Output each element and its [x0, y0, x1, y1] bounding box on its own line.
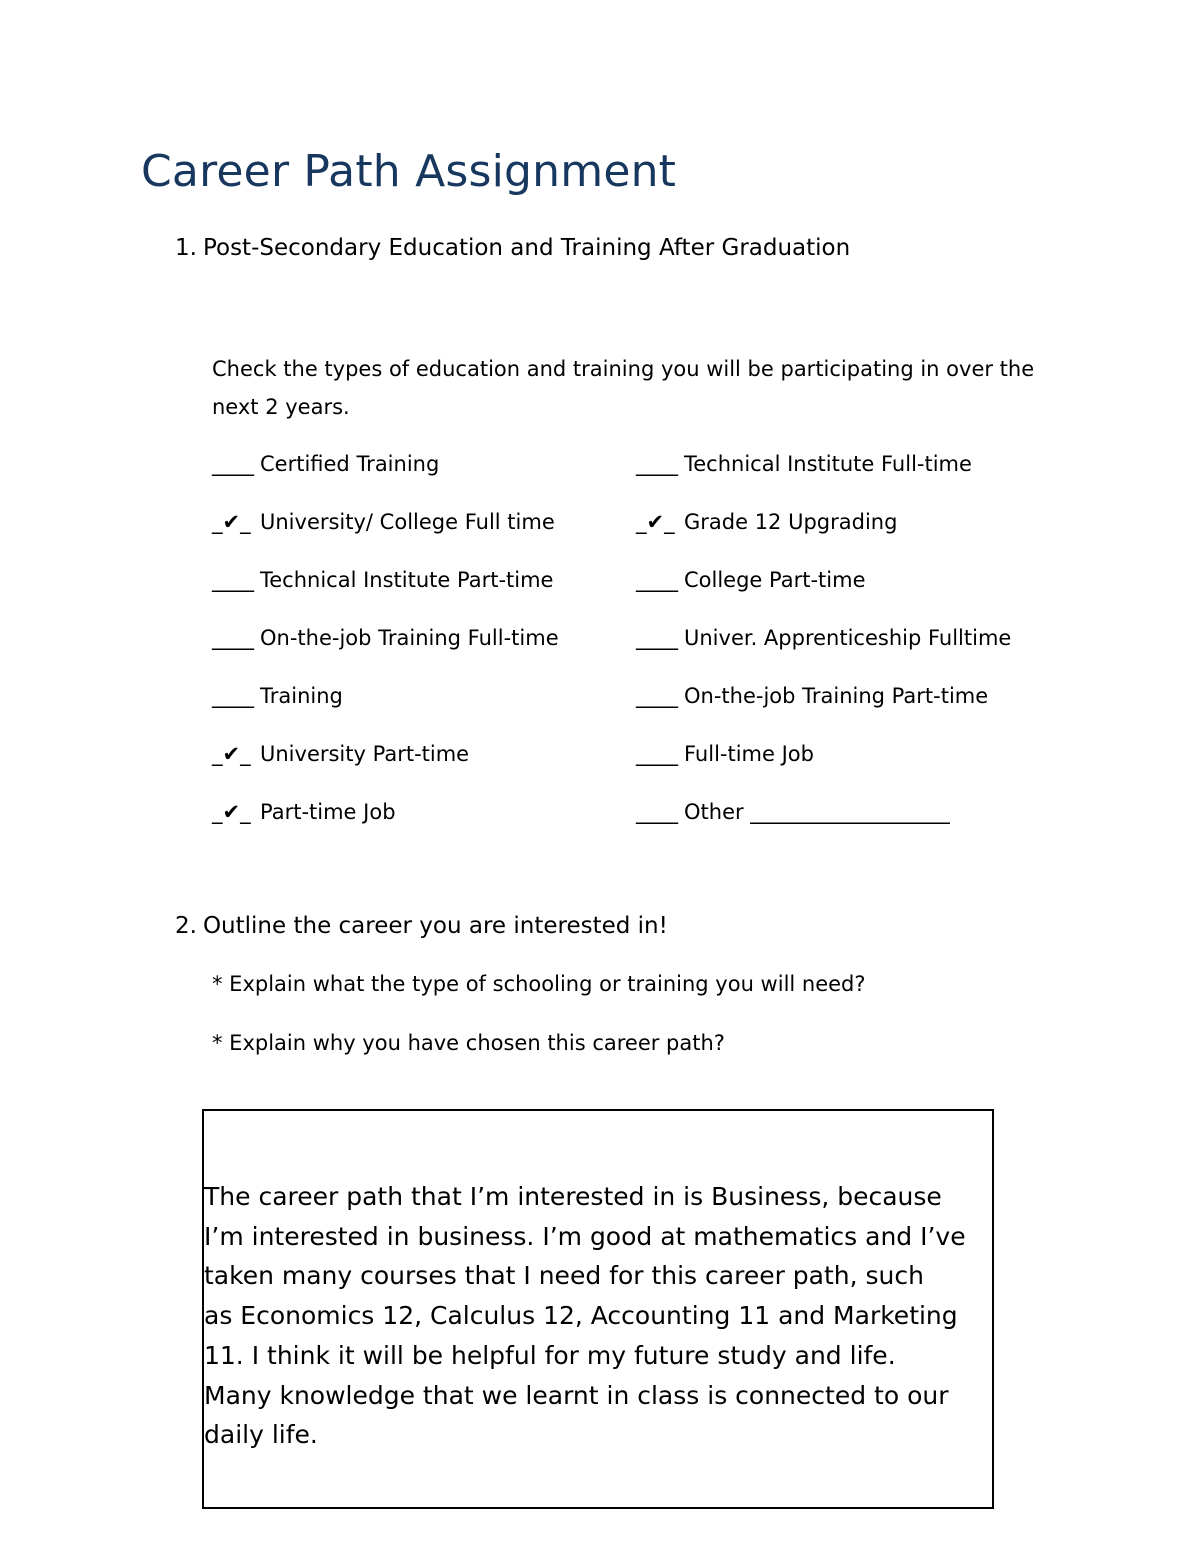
checkbox-mark[interactable]: ____	[212, 626, 254, 650]
option-university-college-full-time[interactable]	[212, 507, 636, 565]
option-univer-apprenticeship-fulltime[interactable]	[636, 623, 1072, 681]
prompt-why-career: * Explain why you have chosen this career path?	[212, 1031, 725, 1055]
checkbox-mark[interactable]: ____	[636, 684, 678, 708]
page-title: Career Path Assignment	[141, 146, 677, 197]
options-list	[212, 449, 1072, 855]
question-1-heading	[175, 235, 850, 261]
option-college-part-time[interactable]	[636, 565, 1072, 623]
option-label: Full-time Job	[684, 742, 814, 766]
answer-text: The career path that I’m interested in is Business, because I’m interested in business. I’m good at mathematics and I’ve taken many courses that I need for this career path, such as Economics 12, Calculus 12, Accounting 11 and Marketing 11. I think it will be helpful for my future study and life. Many knowledge that we learnt in class is connected to our daily life.	[204, 1182, 966, 1450]
question-1-number: 1.	[175, 235, 197, 261]
checkbox-mark[interactable]: ____	[636, 568, 678, 592]
checkbox-mark[interactable]: ____	[636, 742, 678, 766]
checkbox-mark[interactable]: _✔_	[212, 510, 251, 534]
checkbox-mark[interactable]: ____	[636, 452, 678, 476]
question-1-instruction: Check the types of education and training you will be participating in over the next 2 years.	[212, 357, 1035, 419]
answer-box[interactable]	[202, 1109, 994, 1509]
option-technical-institute-full-time[interactable]	[636, 449, 1072, 507]
option-part-time-job[interactable]	[212, 797, 636, 855]
prompt-schooling: * Explain what the type of schooling or training you will need?	[212, 972, 866, 996]
checkbox-mark[interactable]: ____	[212, 684, 254, 708]
option-label: Univer. Apprenticeship Fulltime	[684, 626, 1012, 650]
option-on-the-job-training-full-time[interactable]	[212, 623, 636, 681]
option-label: Part-time Job	[260, 800, 396, 824]
option-other[interactable]	[636, 797, 1072, 855]
option-label: On-the-job Training Full-time	[260, 626, 559, 650]
checkbox-mark[interactable]: _✔_	[636, 510, 675, 534]
checkbox-mark[interactable]: ____	[636, 800, 678, 824]
option-technical-institute-part-time[interactable]	[212, 565, 636, 623]
option-label: University Part-time	[260, 742, 470, 766]
option-label: College Part-time	[684, 568, 866, 592]
option-training[interactable]	[212, 681, 636, 739]
option-label: On-the-job Training Part-time	[684, 684, 989, 708]
checkbox-mark[interactable]: _✔_	[212, 800, 251, 824]
option-label: Other ___________________	[684, 800, 950, 824]
question-1-text: Post-Secondary Education and Training After Graduation	[202, 235, 851, 261]
option-label: Technical Institute Part-time	[260, 568, 554, 592]
question-2-number: 2.	[175, 913, 197, 939]
checkbox-mark[interactable]: ____	[212, 568, 254, 592]
option-university-part-time[interactable]	[212, 739, 636, 797]
option-label: Technical Institute Full-time	[684, 452, 972, 476]
checkbox-mark[interactable]: ____	[212, 452, 254, 476]
option-label: Grade 12 Upgrading	[684, 510, 898, 534]
checkbox-mark[interactable]: ____	[636, 626, 678, 650]
option-label: Training	[260, 684, 343, 708]
question-2-heading	[175, 913, 668, 939]
option-full-time-job[interactable]	[636, 739, 1072, 797]
option-grade-12-upgrading[interactable]	[636, 507, 1072, 565]
option-on-the-job-training-part-time[interactable]	[636, 681, 1072, 739]
option-label: Certified Training	[260, 452, 440, 476]
question-2-text: Outline the career you are interested in!	[202, 913, 668, 939]
checkbox-mark[interactable]: _✔_	[212, 742, 251, 766]
option-label: University/ College Full time	[260, 510, 555, 534]
option-certified-training[interactable]	[212, 449, 636, 507]
